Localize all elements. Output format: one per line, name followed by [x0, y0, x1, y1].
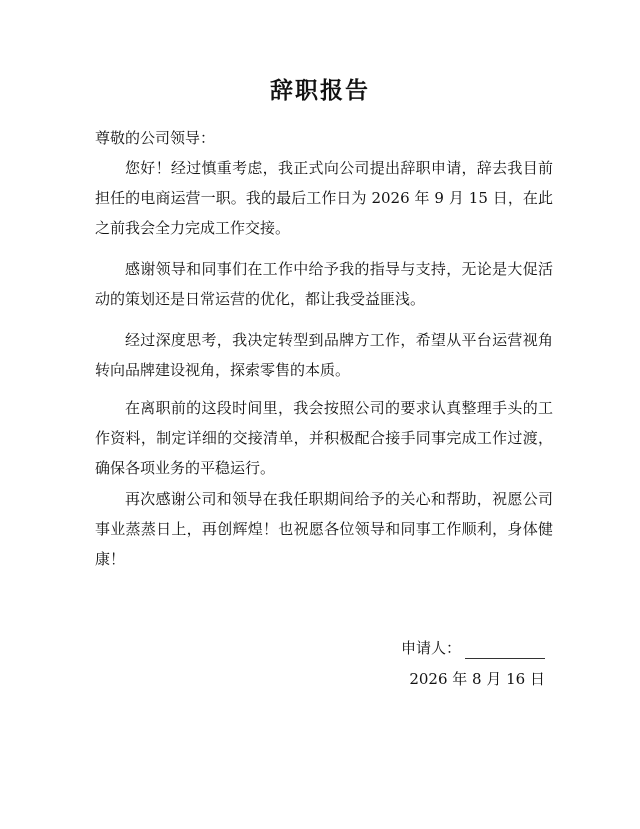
paragraph-thanks: 感谢领导和同事们在工作中给予我的指导与支持，无论是大促活动的策划还是日常运营的优化，都让我受益匪浅。: [95, 260, 553, 308]
signature-block: [401, 637, 545, 659]
paragraph-reason: 经过深度思考，我决定转型到品牌方工作，希望从平台运营视角转向品牌建设视角，探索零售的本质。: [95, 331, 553, 379]
letter-date: 2026 年 8 月 16 日: [409, 670, 545, 688]
paragraph-handover: 在离职前的这段时间里，我会按照公司的要求认真整理手头的工作资料，制定详细的交接清单，并积极配合接手同事完成工作过渡，确保各项业务的平稳运行。: [95, 399, 553, 477]
salutation: 尊敬的公司领导：: [95, 129, 216, 147]
paragraph-opening: 您好！经过慎重考虑，我正式向公司提出辞职申请，辞去我目前担任的电商运营一职。我的最后工作日为 2026 年 9 月 15 日，在此之前我会全力完成工作交接。: [95, 159, 553, 237]
page-title: 辞职报告: [270, 78, 370, 104]
signature-label: 申请人：: [400, 639, 461, 657]
paragraph-closing: 再次感谢公司和领导在我任职期间给予的关心和帮助，祝愿公司事业蒸蒸日上，再创辉煌！也祝愿各位领导和同事工作顺利，身体健康！: [95, 490, 553, 568]
signature-line: [465, 642, 545, 659]
